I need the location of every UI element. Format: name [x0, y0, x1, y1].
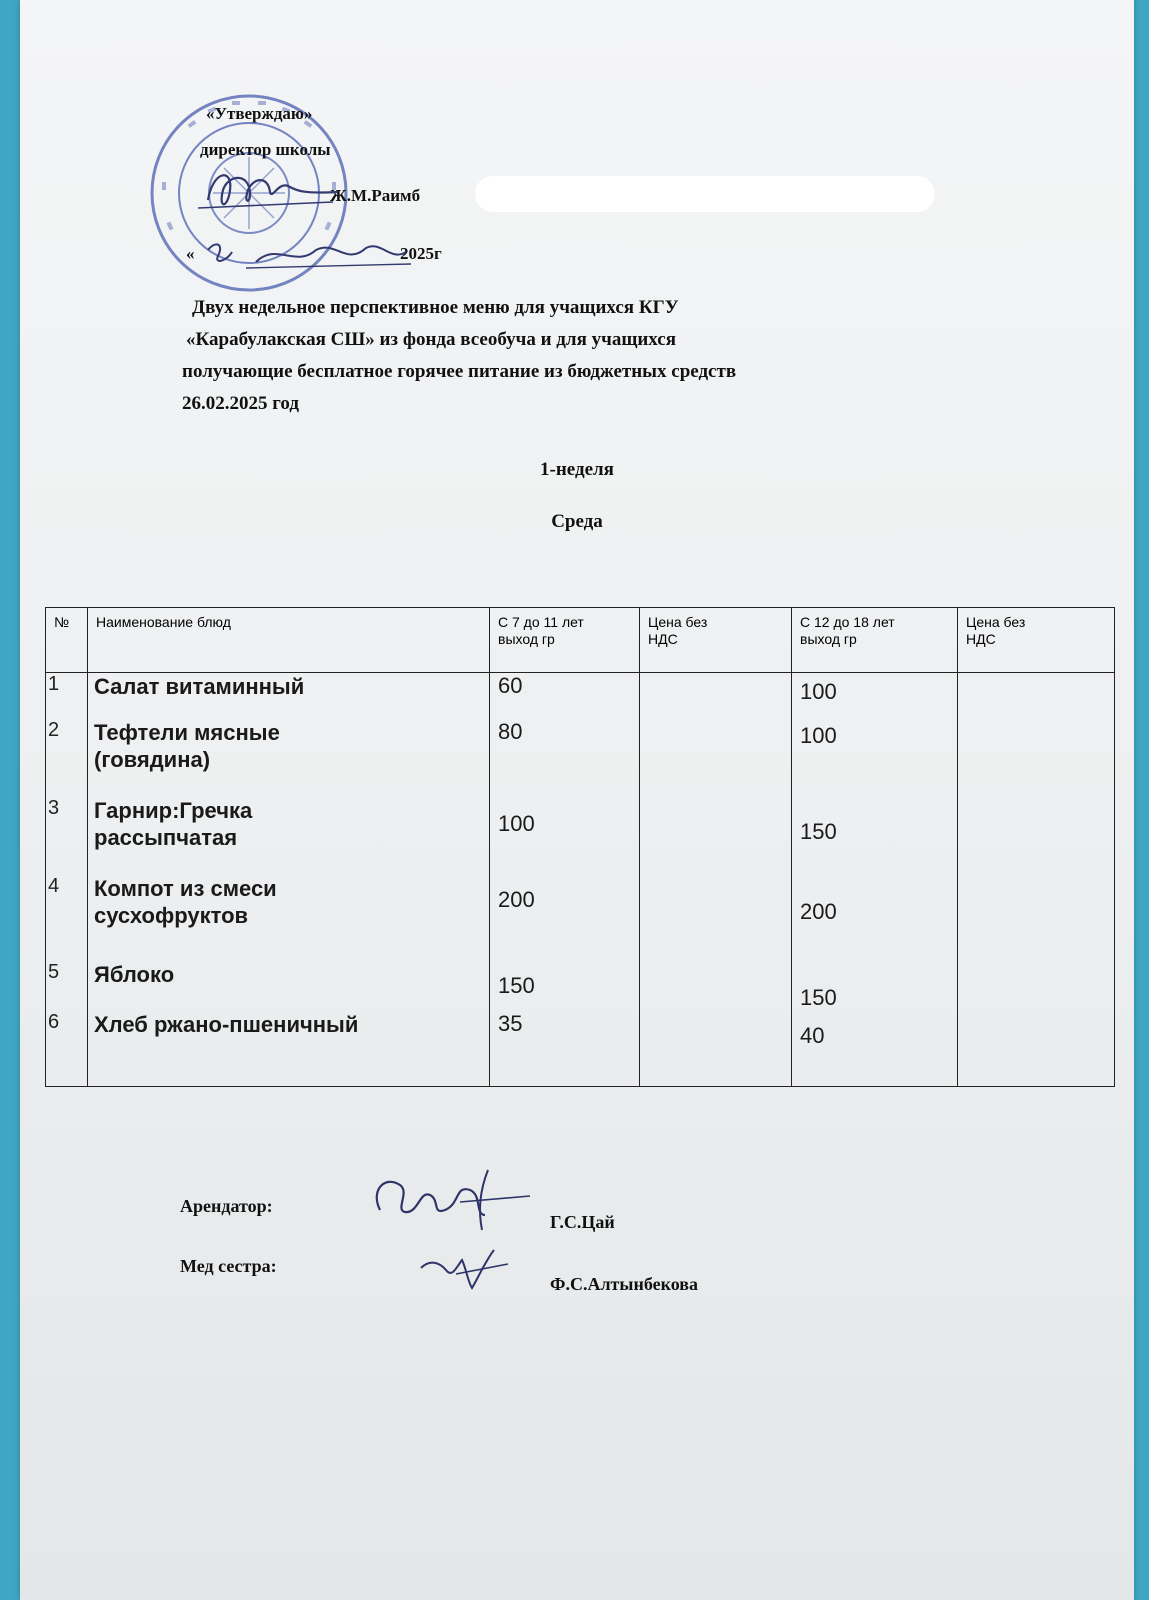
title-line-1: Двух недельное перспективное меню для учащихся КГУ [192, 297, 679, 318]
date-handwriting [196, 232, 416, 276]
approval-line-1: «Утверждаю» [206, 104, 313, 123]
title-date: 26.02.2025 год [182, 393, 299, 414]
tenant-signature [360, 1160, 540, 1240]
table-row [46, 797, 1115, 875]
row-young-output: 100 [490, 797, 640, 875]
row-young-output: 35 [490, 1011, 640, 1087]
row-num: 2 [46, 719, 88, 797]
tenant-label: Арендатор: [180, 1196, 273, 1216]
row-price-2 [958, 875, 1115, 961]
row-price-1 [640, 1011, 792, 1087]
director-signature [188, 160, 348, 220]
title-line-3: получающие бесплатное горячее питание из бюджетных средств [182, 361, 737, 382]
row-dish: Тефтели мясные (говядина) [88, 719, 490, 797]
header-dish: Наименование блюд [88, 608, 490, 673]
row-price-1 [640, 797, 792, 875]
table-row [46, 673, 1115, 719]
row-young-output: 80 [490, 719, 640, 797]
row-price-1 [640, 673, 792, 719]
table-row [46, 875, 1115, 961]
row-num: 4 [46, 875, 88, 961]
row-dish: Яблоко [88, 961, 490, 1011]
approval-date-year: 2025г [400, 244, 442, 263]
header-num: № [46, 608, 88, 673]
row-num: 5 [46, 961, 88, 1011]
header-old-output: С 12 до 18 лет выход гр [792, 608, 958, 673]
row-price-1 [640, 961, 792, 1011]
row-price-1 [640, 719, 792, 797]
row-old-output: 100 [792, 673, 958, 719]
day-label: Среда [551, 511, 603, 532]
row-dish: Салат витаминный [88, 673, 490, 719]
week-label: 1-неделя [540, 459, 614, 480]
row-young-output: 150 [490, 961, 640, 1011]
menu-table [45, 607, 1115, 1087]
row-dish: Хлеб ржано-пшеничный [88, 1011, 490, 1087]
row-old-output: 200 [792, 875, 958, 961]
row-num: 6 [46, 1011, 88, 1087]
row-young-output: 200 [490, 875, 640, 961]
row-old-output: 100 [792, 719, 958, 797]
row-young-output: 60 [490, 673, 640, 719]
row-dish: Компот из смеси сусхофруктов [88, 875, 490, 961]
header-price-1: Цена без НДС [640, 608, 792, 673]
row-price-2 [958, 1011, 1115, 1087]
row-price-1 [640, 875, 792, 961]
approval-director-name: Ж.М.Раимб [330, 186, 421, 205]
row-price-2 [958, 961, 1115, 1011]
table-row [46, 961, 1115, 1011]
row-dish: Гарнир:Гречка рассыпчатая [88, 797, 490, 875]
row-old-output: 150 [792, 961, 958, 1011]
row-old-output: 150 [792, 797, 958, 875]
nurse-label: Мед сестра: [180, 1256, 277, 1276]
table-row [46, 1011, 1115, 1087]
row-price-2 [958, 719, 1115, 797]
nurse-name: Ф.С.Алтынбекова [550, 1274, 698, 1294]
approval-line-2: директор школы [200, 140, 331, 159]
header-young-output: С 7 до 11 лет выход гр [490, 608, 640, 673]
title-line-2: «Карабулакская СШ» из фонда всеобуча и для учащихся [186, 329, 676, 350]
row-price-2 [958, 673, 1115, 719]
tenant-name: Г.С.Цай [550, 1212, 615, 1232]
row-num: 3 [46, 797, 88, 875]
table-header-row [46, 608, 1115, 673]
redaction-bar [475, 176, 935, 212]
approval-date-open: « [186, 244, 195, 263]
document-sheet [20, 0, 1134, 1600]
row-price-2 [958, 797, 1115, 875]
row-old-output: 40 [792, 1011, 958, 1087]
row-num: 1 [46, 673, 88, 719]
nurse-signature [416, 1238, 526, 1298]
table-row [46, 719, 1115, 797]
header-price-2: Цена без НДС [958, 608, 1115, 673]
